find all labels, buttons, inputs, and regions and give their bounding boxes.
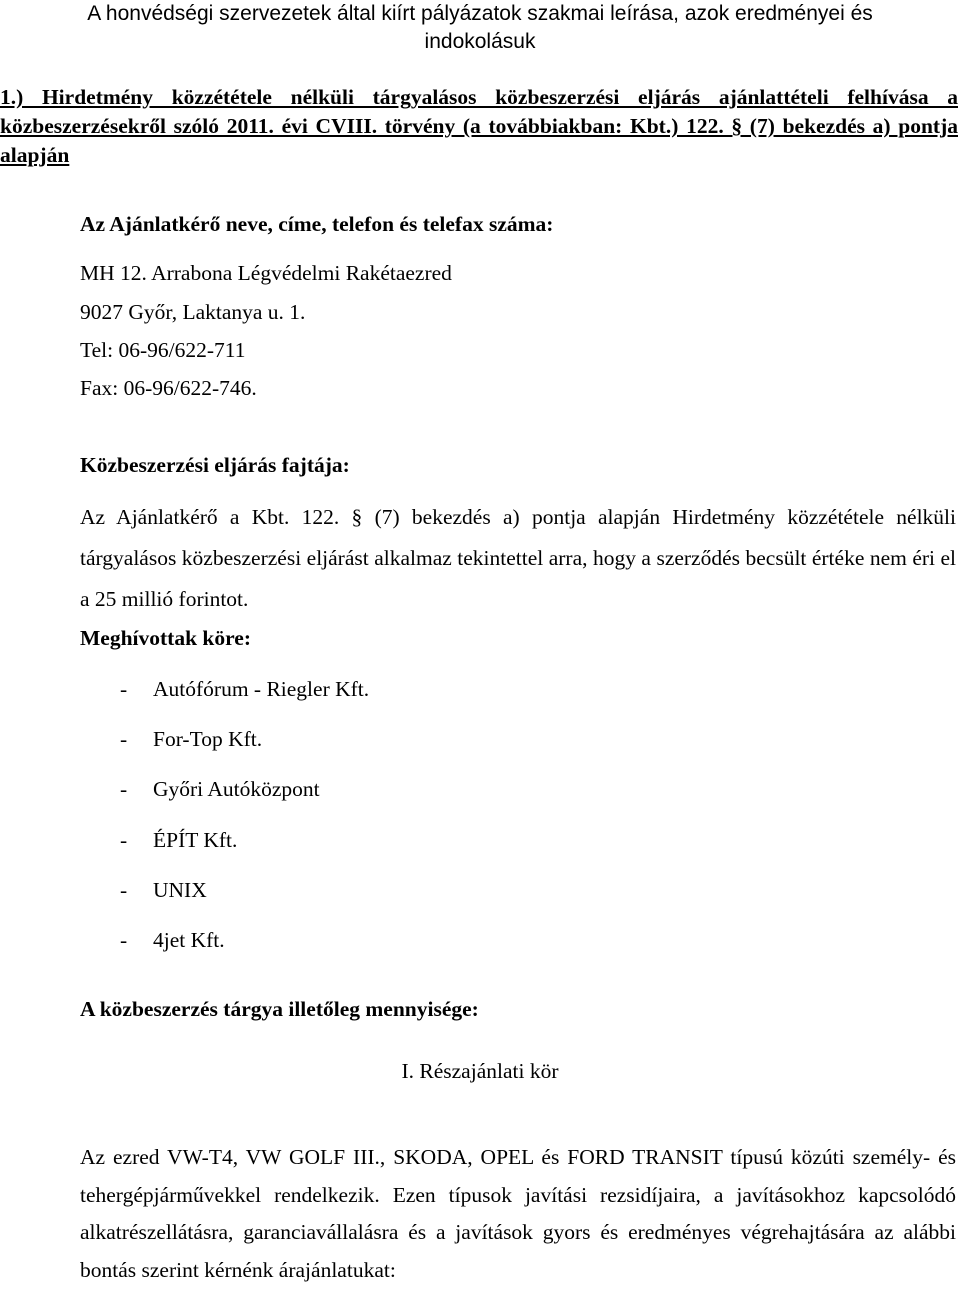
authority-phone: Tel: 06-96/622-711: [80, 338, 246, 362]
dash-bullet: -: [120, 677, 128, 701]
procedure-type-text: Az Ajánlatkérő a Kbt. 122. § (7) bekezdés a) pontja alapján Hirdetmény közzététele nélküli tárgyalásos közbeszerzési eljárást alkalmaz tekintettel arra, hogy a szerződés becsült értéke nem éri el a 25 millió forintot.: [80, 505, 956, 611]
invitee-name: ÉPÍT Kft.: [153, 827, 238, 852]
dash-bullet: -: [120, 927, 128, 952]
page-title-line-2: indokolásuk: [424, 30, 536, 53]
dash-bullet: -: [120, 877, 128, 902]
procedure-type-label: Közbeszerzési eljárás fajtája:: [80, 453, 350, 477]
dash-bullet: -: [120, 777, 128, 802]
invitee-name: For-Top Kft.: [153, 727, 263, 752]
part-title: I. Részajánlati kör: [401, 1059, 559, 1083]
invitee-name: UNIX: [153, 877, 207, 902]
contracting-authority-label: Az Ajánlatkérő neve, címe, telefon és telefax száma:: [80, 212, 554, 236]
authority-address: 9027 Győr, Laktanya u. 1.: [80, 300, 306, 324]
subject-text: Az ezred VW-T4, VW GOLF III., SKODA, OPEL és FORD TRANSIT típusú közúti személy- és tehergépjárművekkel rendelkezik. Ezen típusok javítási rezsidíjaira, a javításokhoz kapcsolódó alkatrészellátásra, garanciavállalásra és a javítások gyors és eredményes végrehajtására az alábbi bontás szerint kérnénk árajánlatukat:: [80, 1145, 956, 1282]
invitees-label: Meghívottak köre:: [80, 626, 251, 650]
dash-bullet: -: [120, 727, 128, 752]
invitee-name: Autófórum - Riegler Kft.: [153, 677, 370, 701]
authority-name: MH 12. Arrabona Légvédelmi Rakétaezred: [80, 261, 452, 285]
authority-fax: Fax: 06-96/622-746.: [80, 376, 257, 400]
invitee-name: 4jet Kft.: [153, 927, 225, 952]
page-title-line-1: A honvédségi szervezetek által kiírt pályázatok szakmai leírása, azok eredményei és: [87, 2, 873, 25]
section-title: 1.) Hirdetmény közzététele nélküli tárgyalásos közbeszerzési eljárás ajánlattételi felhívása a közbeszerzésekről szóló 2011. évi CVIII. törvény (a továbbiakban: Kbt.) 122. § (7) bekezdés a) pontja alapján: [0, 85, 958, 167]
invitee-name: Győri Autóközpont: [153, 777, 320, 802]
subject-label: A közbeszerzés tárgya illetőleg mennyisége:: [80, 997, 479, 1021]
dash-bullet: -: [120, 827, 128, 852]
page-header: [0, 0, 960, 56]
